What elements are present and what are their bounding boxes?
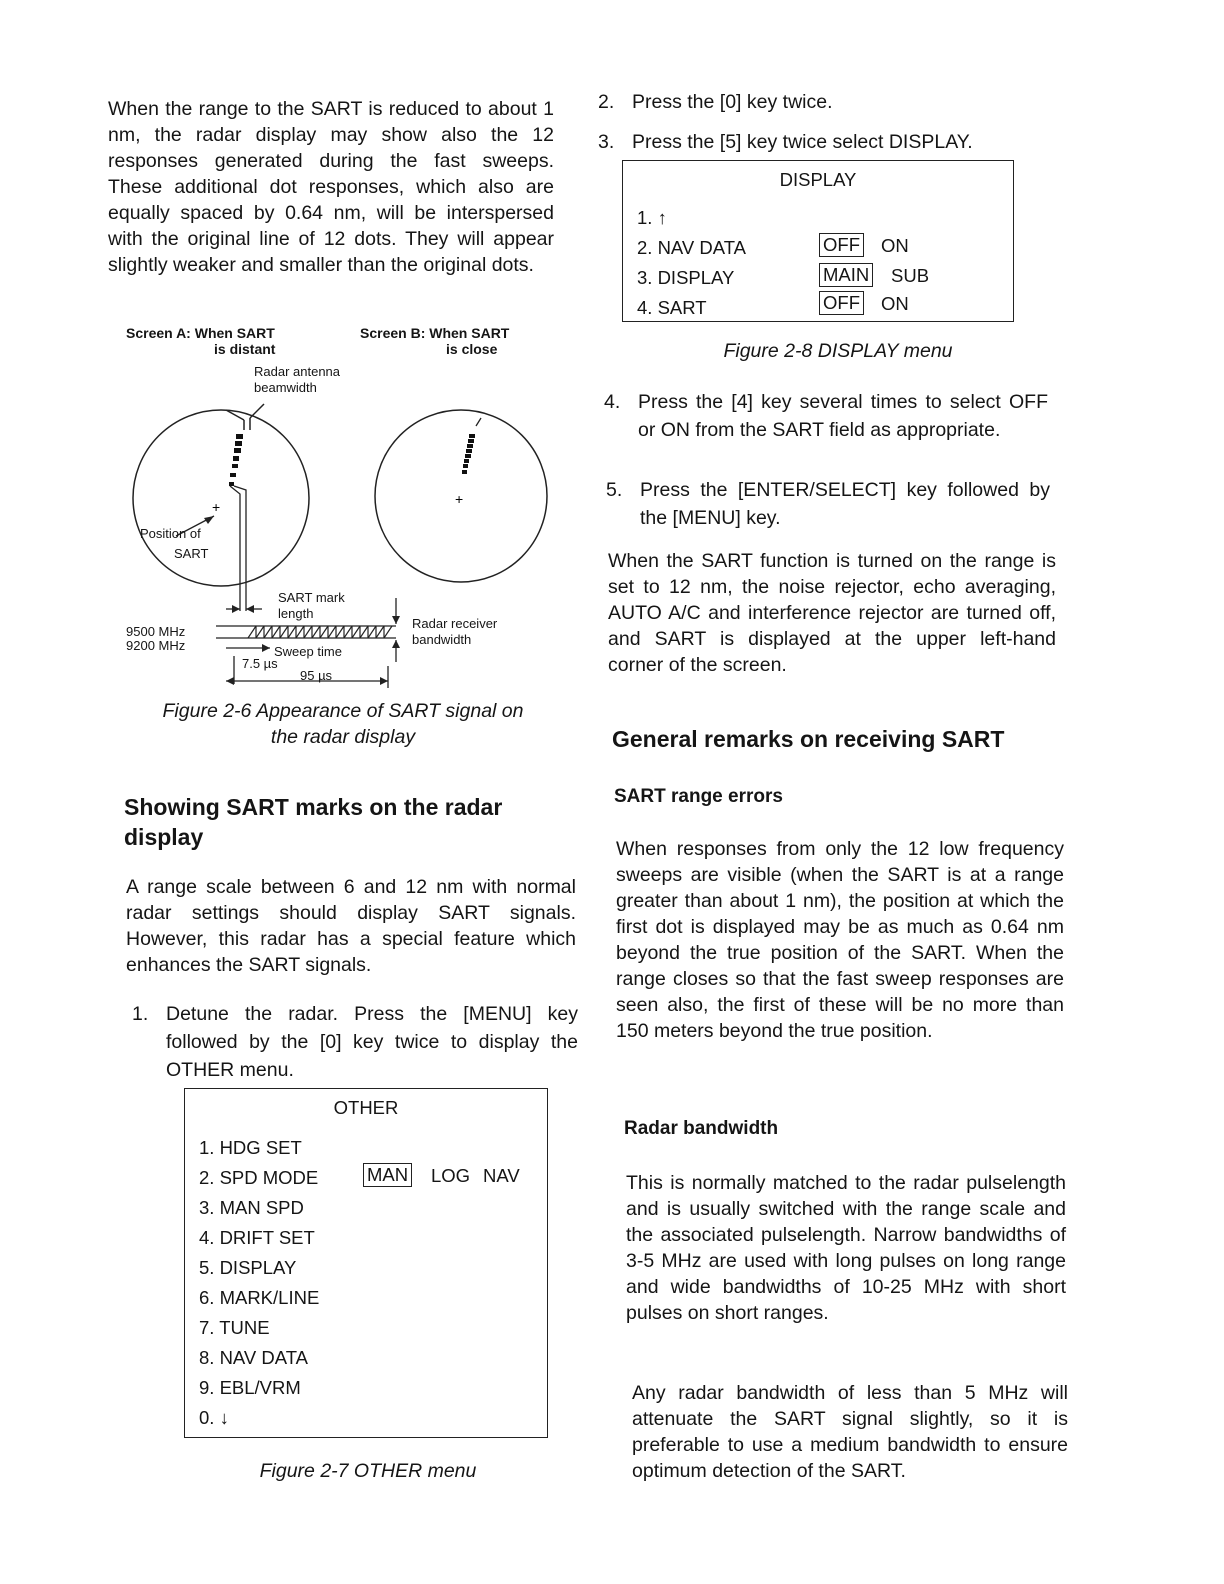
display-menu [622,160,1014,322]
screen-a-sublabel: is distant [214,341,276,357]
subheading-range-errors: SART range errors [614,786,783,807]
step-1 [132,1000,578,1084]
beamwidth-label-2: beamwidth [254,380,317,395]
step-1-text: Detune the radar. Press the [MENU] key followed by the [0] key twice to display the OTHER menu. [166,1003,578,1081]
mark-length-label-2: length [278,606,314,621]
bandwidth-paragraph-2: Any radar bandwidth of less than 5 MHz will attenuate the SART signal slightly, so it is preferable to use a medium bandwidth to ensure optimum detection of the SART. [632,1382,1068,1482]
receiver-label-2: bandwidth [412,632,472,647]
time-95-label: 95 µs [300,668,333,683]
screen-a-label: Screen A: When SART [126,325,275,341]
heading-line1: Showing SART marks on the radar [124,794,503,820]
radar-diagram [126,326,566,696]
intro-paragraph: When the range to the SART is reduced to about 1 nm, the radar display may show also the 12 responses generated during the fast sweeps. These additional dot responses, which also are equally spaced by 0.64 nm, will be interspersed with the original line of 12 dots. They will appear slightly weaker and smaller than the original dots. [108,98,554,276]
nav-data-option-on[interactable]: ON [881,235,909,256]
spd-option-log[interactable]: LOG [431,1165,471,1186]
figure-2-7-caption: Figure 2-7 OTHER menu [259,1460,477,1482]
sart-dots-b [462,434,475,474]
step-5 [606,476,1056,536]
step-3-number: 3. [598,131,615,153]
range-errors-paragraph: When responses from only the 12 low frequency sweeps are visible (when the SART is at a range greater than about 1 nm), the position at which the first dot is displayed may be as much as 0.64 nm beyond the true position of the SART. When the range closes so that the fast sweep responses are seen also, the first of these will be no more than 150 meters beyond the true position. [616,838,1064,1042]
menu-item-hdg-set[interactable]: 1. HDG SET [199,1137,302,1158]
display-item-sart[interactable]: 4. SART [637,297,707,318]
step-5-text: Press the [ENTER/SELECT] key followed by the [MENU] key. [640,479,1050,529]
sweep-time-label: Sweep time [274,644,342,659]
display-item-nav-data[interactable]: 2. NAV DATA [637,237,746,258]
mark-length-label-1: SART mark [278,590,345,605]
receiver-label-1: Radar receiver [412,616,498,631]
step-4-text: Press the [4] key several times to select OFF or ON from the SART field as appropriate. [638,391,1048,441]
step-2 [598,88,1058,118]
svg-text:+: + [455,491,464,507]
sart-on-paragraph: When the SART function is turned on the range is set to 12 nm, the noise rejector, echo averaging, AUTO A/C and interference rejector are turned off, and SART is displayed at the upper left-hand corner of the screen. [608,550,1056,676]
menu-item-mark-line[interactable]: 6. MARK/LINE [199,1287,320,1308]
sweep-zigzag [248,626,392,638]
display-menu-title: DISPLAY [779,169,857,190]
other-menu [184,1088,548,1438]
sart-option-on[interactable]: ON [881,293,909,314]
menu-item-man-spd[interactable]: 3. MAN SPD [199,1197,304,1218]
figure-2-8-caption: Figure 2-8 DISPLAY menu [723,340,953,362]
step-3-text: Press the [5] key twice select DISPLAY. [632,131,973,153]
subheading-radar-bandwidth: Radar bandwidth [624,1118,779,1139]
menu-item-down-arrow[interactable]: 0. ↓ [199,1407,229,1428]
sart-option-off[interactable]: OFF [819,291,864,315]
section-heading-showing-sart [124,792,574,852]
step-2-number: 2. [598,91,615,113]
section-heading-general-remarks: General remarks on receiving SART [612,726,1005,752]
step-4 [604,388,1054,472]
menu-item-nav-data[interactable]: 8. NAV DATA [199,1347,308,1368]
display-option-sub[interactable]: SUB [891,265,930,286]
step-5-number: 5. [606,479,623,501]
position-label-1: Position of [140,526,201,541]
screen-b-sublabel: is close [446,341,498,357]
menu-item-display[interactable]: 5. DISPLAY [199,1257,297,1278]
time-7-5-label: 7.5 µs [242,656,278,671]
menu-item-ebl-vrm[interactable]: 9. EBL/VRM [199,1377,301,1398]
menu-item-drift-set[interactable]: 4. DRIFT SET [199,1227,315,1248]
heading-line2: display [124,824,204,850]
step-2-text: Press the [0] key twice. [632,91,833,113]
position-label-2: SART [174,546,209,561]
step-4-number: 4. [604,391,621,413]
freq-9200-label: 9200 MHz [126,638,186,653]
bandwidth-paragraph-1: This is normally matched to the radar pulselength and is usually switched with the range scale and the associated pulselength. Narrow bandwidths of 3-5 MHz are used with long pulses on long range and wide bandwidths of 10-25 MHz with short pulses on short ranges. [626,1172,1066,1324]
sart-dots-a [229,434,243,486]
nav-data-option-off[interactable]: OFF [819,233,864,257]
spd-option-man[interactable]: MAN [363,1163,412,1187]
step-3 [598,128,1058,158]
sart-figure [126,326,566,696]
svg-text:+: + [212,499,221,515]
figure-2-6-caption [108,698,578,750]
menu-item-tune[interactable]: 7. TUNE [199,1317,270,1338]
caption-2-6-line2: the radar display [270,726,416,748]
screen-b-label: Screen B: When SART [360,325,510,341]
display-option-main[interactable]: MAIN [819,263,873,287]
range-scale-paragraph: A range scale between 6 and 12 nm with normal radar settings should display SART signals. However, this radar has a special feature which enhances the SART signals. [126,876,576,976]
beamwidth-label-1: Radar antenna [254,364,341,379]
menu-item-spd-mode[interactable]: 2. SPD MODE [199,1167,319,1188]
freq-9500-label: 9500 MHz [126,624,186,639]
display-item-up-arrow[interactable]: 1. ↑ [637,207,667,228]
caption-2-6-line1: Figure 2-6 Appearance of SART signal on [162,700,524,722]
step-1-number: 1. [132,1003,149,1025]
other-menu-title: OTHER [333,1097,399,1118]
spd-option-nav[interactable]: NAV [483,1165,520,1186]
screen-a-circle [133,410,309,586]
display-item-display[interactable]: 3. DISPLAY [637,267,735,288]
